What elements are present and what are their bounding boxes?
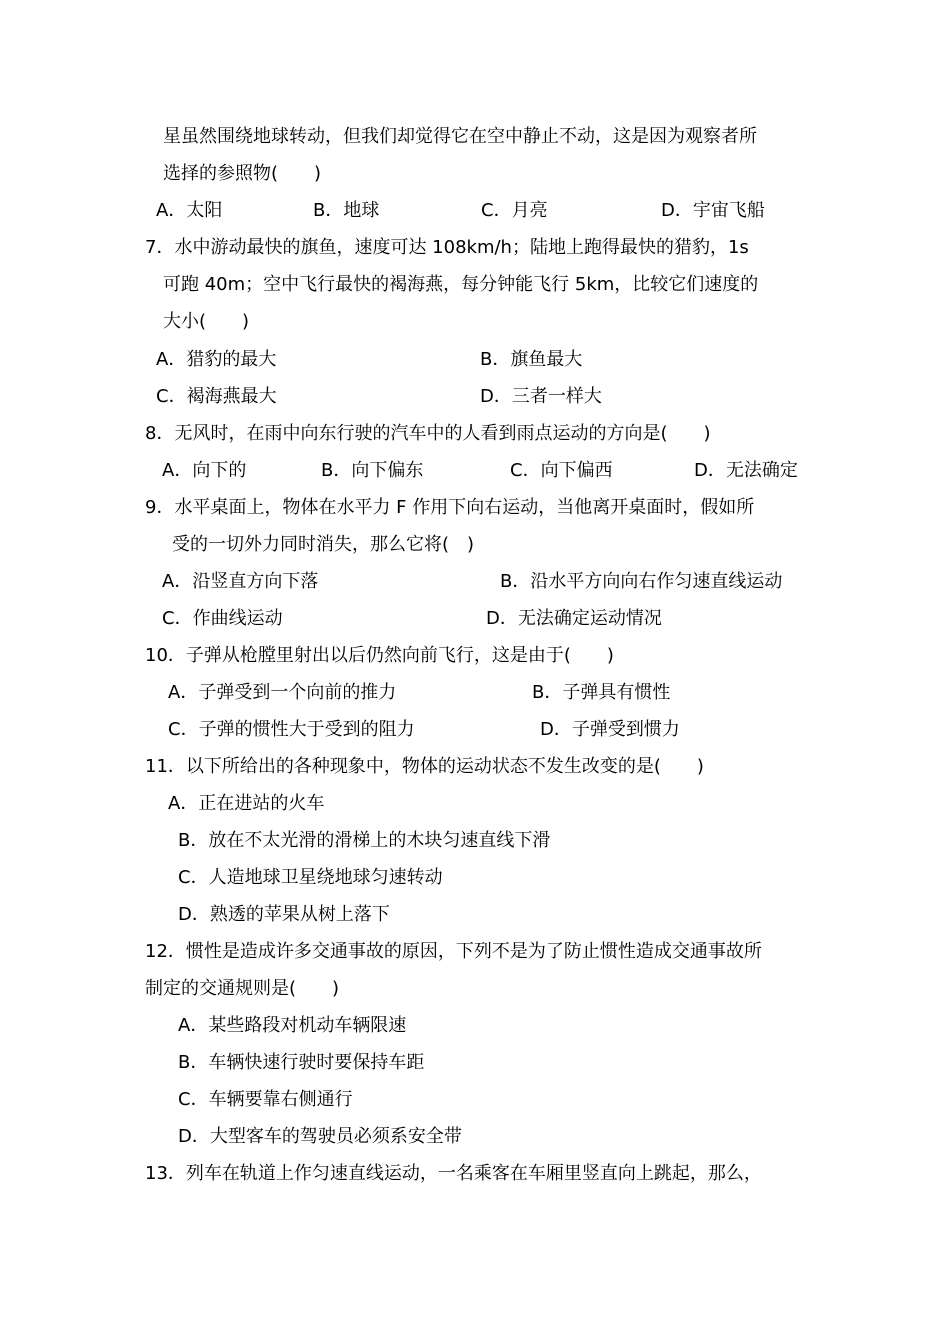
q11-option-a: A．正在进站的火车 — [168, 793, 325, 814]
q8-option-a: A．向下的 — [162, 460, 247, 481]
q6-option-b: B．地球 — [313, 200, 380, 221]
q12-text-line1: 12．惯性是造成许多交通事故的原因，下列不是为了防止惯性造成交通事故所 — [145, 941, 762, 962]
q7-option-c: C．褐海燕最大 — [156, 386, 277, 407]
q7-option-b: B．旗鱼最大 — [480, 349, 583, 370]
q7-text-line3: 大小( ) — [163, 311, 250, 332]
q8-option-b: B．向下偏东 — [321, 460, 424, 481]
q10-option-a: A．子弹受到一个向前的推力 — [168, 682, 397, 703]
q11-option-c: C．人造地球卫星绕地球匀速转动 — [178, 867, 443, 888]
q12-option-c: C．车辆要靠右侧通行 — [178, 1089, 353, 1110]
q7-option-d: D．三者一样大 — [480, 386, 602, 407]
q7-option-a: A．猎豹的最大 — [156, 349, 277, 370]
q6-text-line1: 星虽然围绕地球转动，但我们却觉得它在空中静止不动，这是因为观察者所 — [163, 126, 757, 147]
q10-text-line1: 10．子弹从枪膛里射出以后仍然向前飞行，这是由于( ) — [145, 645, 614, 666]
q6-option-a: A．太阳 — [156, 200, 223, 221]
q8-option-d: D．无法确定 — [694, 460, 798, 481]
q9-option-c: C．作曲线运动 — [162, 608, 283, 629]
q7-text-line2: 可跑 40m；空中飞行最快的褐海燕，每分钟能飞行 5km，比较它们速度的 — [163, 274, 759, 295]
q8-option-c: C．向下偏西 — [510, 460, 613, 481]
q11-text-line1: 11．以下所给出的各种现象中，物体的运动状态不发生改变的是( ) — [145, 756, 704, 777]
q6-option-c: C．月亮 — [481, 200, 548, 221]
q7-text-line1: 7．水中游动最快的旗鱼，速度可达 108km/h；陆地上跑得最快的猎豹，1s — [145, 237, 749, 258]
q12-option-a: A．某些路段对机动车辆限速 — [178, 1015, 407, 1036]
q12-option-b: B．车辆快速行驶时要保持车距 — [178, 1052, 425, 1073]
q11-option-b: B．放在不太光滑的滑梯上的木块匀速直线下滑 — [178, 830, 551, 851]
q9-option-b: B．沿水平方向向右作匀速直线运动 — [500, 571, 783, 592]
q10-option-c: C．子弹的惯性大于受到的阻力 — [168, 719, 415, 740]
q9-option-d: D．无法确定运动情况 — [486, 608, 662, 629]
q12-text-line2: 制定的交通规则是( ) — [145, 978, 340, 999]
q11-option-d: D．熟透的苹果从树上落下 — [178, 904, 390, 925]
q9-text-line2: 受的一切外力同时消失，那么它将( ) — [172, 534, 475, 555]
q10-option-b: B．子弹具有惯性 — [532, 682, 671, 703]
q13-text-line1: 13．列车在轨道上作匀速直线运动，一名乘客在车厢里竖直向上跳起，那么， — [145, 1163, 762, 1184]
q9-option-a: A．沿竖直方向下落 — [162, 571, 319, 592]
q8-text-line1: 8．无风时，在雨中向东行驶的汽车中的人看到雨点运动的方向是( ) — [145, 423, 711, 444]
q10-option-d: D．子弹受到惯力 — [540, 719, 680, 740]
q6-text-line2: 选择的参照物( ) — [163, 163, 322, 184]
q12-option-d: D．大型客车的驾驶员必须系安全带 — [178, 1126, 462, 1147]
q9-text-line1: 9．水平桌面上，物体在水平力 F 作用下向右运动，当他离开桌面时，假如所 — [145, 497, 755, 518]
q6-option-d: D．宇宙飞船 — [661, 200, 765, 221]
